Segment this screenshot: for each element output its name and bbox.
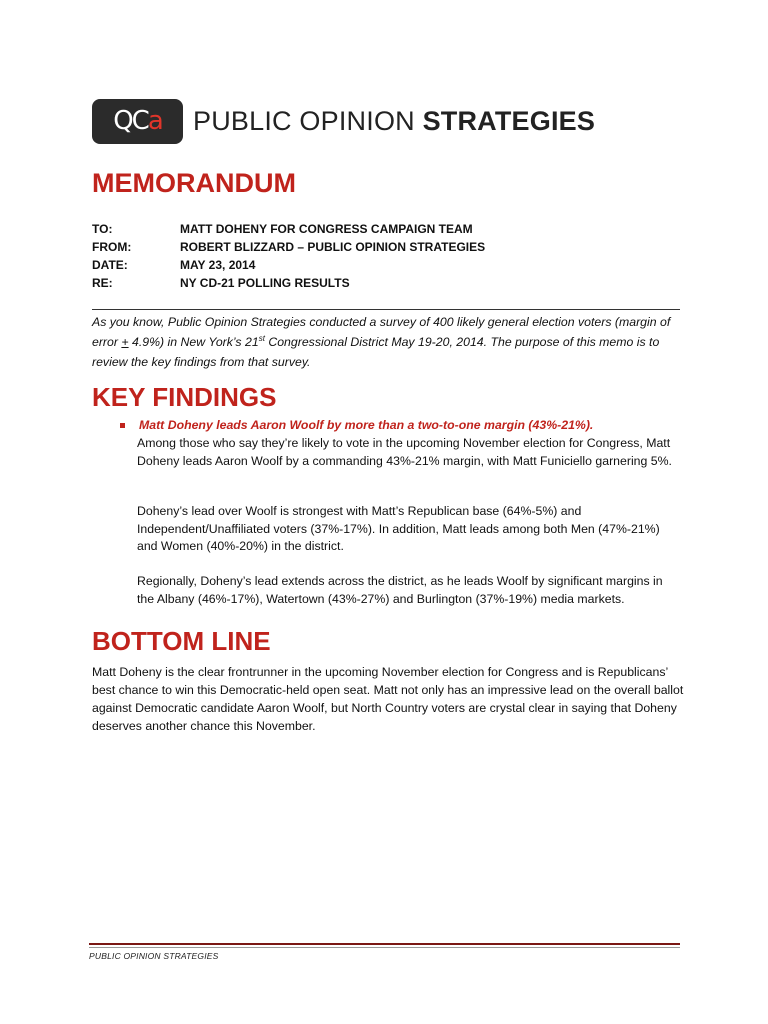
memo-label: DATE: [92,258,128,272]
memo-row-from [92,240,682,258]
logo-mark-accent: a [147,106,162,136]
logo-mark-letters: QC [113,106,148,136]
key-finding-bullet [120,418,680,432]
key-finding-paragraph: Regionally, Doheny’s lead extends across the district, as he leads Woolf by significant margins in the Albany (46%-17%), Watertown (43%-27%) and Burlington (37%-19%) media markets. [137,574,663,606]
intro-paragraph [92,312,682,372]
memo-label: FROM: [92,240,132,254]
key-finding-paragraph: Among those who say they’re likely to vote in the upcoming November election for Congress, Matt Doheny leads Aaron Woolf by a commanding 43%-21% margin, with Matt Funiciello garnering 5%. [137,436,672,468]
key-finding-paragraph: Doheny’s lead over Woolf is strongest with Matt’s Republican base (64%-5%) and Independent/Unaffiliated voters (37%-17%). In addition, Matt leads among both Men (47%-21%) and Women (40%-20%) in the district. [137,504,660,553]
brand-name-light: PUBLIC OPINION [193,105,415,136]
intro-text-1: As you know, Public Opinion Strategies conducted a survey of 400 likely general election voters (margin of error [92,315,671,349]
company-logo [92,98,595,144]
footer-text: PUBLIC OPINION STRATEGIES [89,951,219,961]
memo-value: MAY 23, 2014 [180,258,256,272]
brand-name-bold: STRATEGIES [422,105,596,136]
memo-value: NY CD-21 POLLING RESULTS [180,276,350,290]
ordinal-suffix: st [258,333,265,343]
key-findings-heading: KEY FINDINGS [92,382,277,412]
bottom-line-paragraph: Matt Doheny is the clear frontrunner in the upcoming November election for Congress and is Republicans’ best chance to win this Democratic-held open seat. Matt not only has an impressive lead on the overall ballot against Democratic candidate Aaron Woolf, but North Country voters are crystal clear in saying that Doheny deserves another chance this November. [92,665,684,733]
memo-label: RE: [92,276,113,290]
memo-value: ROBERT BLIZZARD – PUBLIC OPINION STRATEGIES [180,240,486,254]
memo-row-date [92,258,682,276]
memo-title: MEMORANDUM [92,168,296,198]
square-bullet-icon [120,423,125,428]
memo-label: TO: [92,222,113,236]
memo-row-re [92,276,682,294]
key-finding-headline: Matt Doheny leads Aaron Woolf by more than a two-to-one margin (43%-21%). [139,418,594,432]
memo-row-to [92,222,682,240]
logo-mark [92,99,183,144]
footer-rule-thin [89,947,680,948]
bottom-line-heading: BOTTOM LINE [92,626,271,656]
header-divider [92,309,680,310]
intro-text-2: 4.9%) in New York’s 21 [128,335,259,349]
intro-text-3: Congressional District May 19-20, 2014. The purpose of this memo is to review the key findings from that survey. [92,335,660,369]
memo-header-block [92,222,682,294]
plus-minus-sign: + [121,335,129,349]
brand-name [193,106,595,137]
footer-rule-thick [89,943,680,945]
memo-value: MATT DOHENY FOR CONGRESS CAMPAIGN TEAM [180,222,473,236]
